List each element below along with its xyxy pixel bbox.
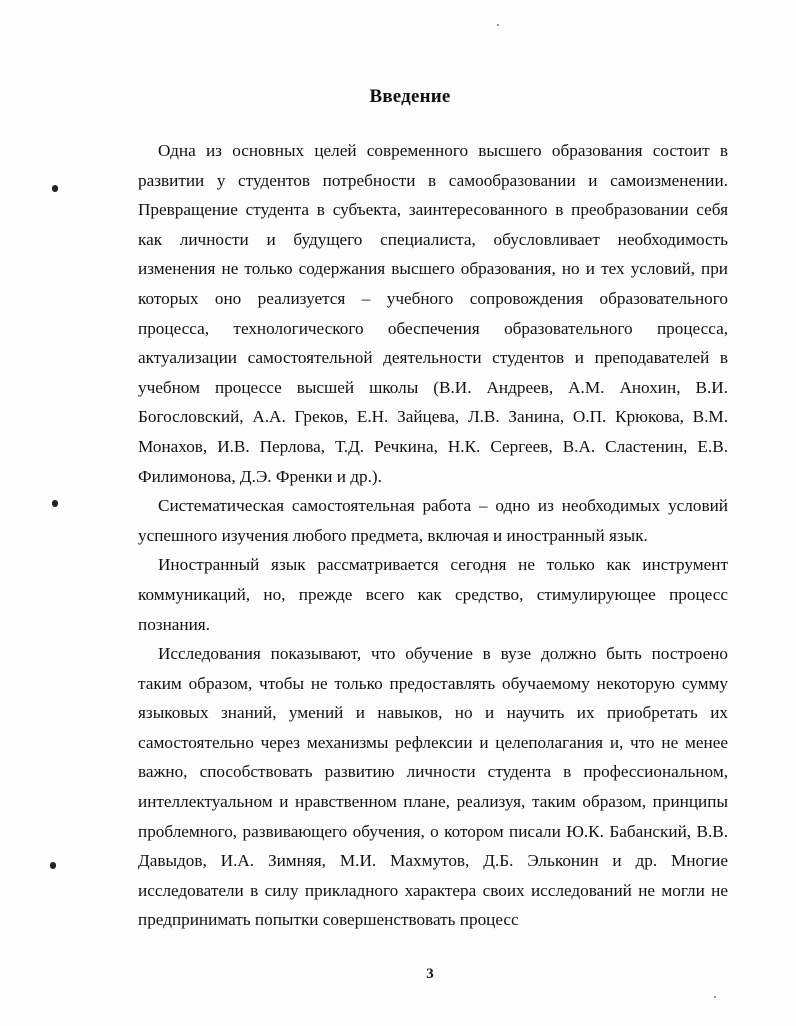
paragraph: Одна из основных целей современного высшего образования состоит в развитии у студентов потребности в самообразовании и самоизменении. Превращение студента в субъекта, заинтересованного в преобразовании себя как личности и будущего специалиста, обусловливает необходимость изменения не только содержания высшего образования, но и тех условий, при которых оно реализуется – учебного сопровождения образовательного процесса, технологического обеспечения образовательного процесса, актуализации самостоятельной деятельности студентов и преподавателей в учебном процессе высшей школы (В.И. Андреев, А.М. Анохин, В.И. Богословский, А.А. Греков, Е.Н. Зайцева, Л.В. Занина, О.П. Крюкова, В.М. Монахов, И.В. Перлова, Т.Д. Речкина, Н.К. Сергеев, В.А. Сластенин, Е.В. Филимонова, Д.Э. Френки и др.). [138,141,728,486]
binder-hole-mark [52,500,58,507]
paragraph: Систематическая самостоятельная работа – одно из необходимых условий успешного изучения любого предмета, включая и иностранный язык. [138,496,728,545]
body-text [138,136,728,935]
scan-speck [497,24,499,26]
binder-hole-mark [50,862,56,869]
paragraph: Иностранный язык рассматривается сегодня не только как инструмент коммуникаций, но, прежде всего как средство, стимулирующее процесс познания. [138,555,728,634]
page-number: 3 [426,966,434,982]
binder-hole-mark [52,185,58,192]
paragraph: Исследования показывают, что обучение в вузе должно быть построено таким образом, чтобы не только предоставлять обучаемому некоторую сумму языковых знаний, умений и навыков, но и научить их приобретать их самостоятельно через механизмы рефлексии и целеполагания и, что не менее важно, способствовать развитию личности студента в профессиональном, интеллектуальном и нравственном плане, реализуя, таким образом, принципы проблемного, развивающего обучения, о котором писали Ю.К. Бабанский, В.В. Давыдов, И.А. Зимняя, М.И. Махмутов, Д.Б. Эльконин и др. Многие исследователи в силу прикладного характера своих исследований не могли не предпринимать попытки совершенствовать процесс [138,644,728,930]
scan-speck [714,996,716,998]
page-title: Введение [369,86,451,107]
